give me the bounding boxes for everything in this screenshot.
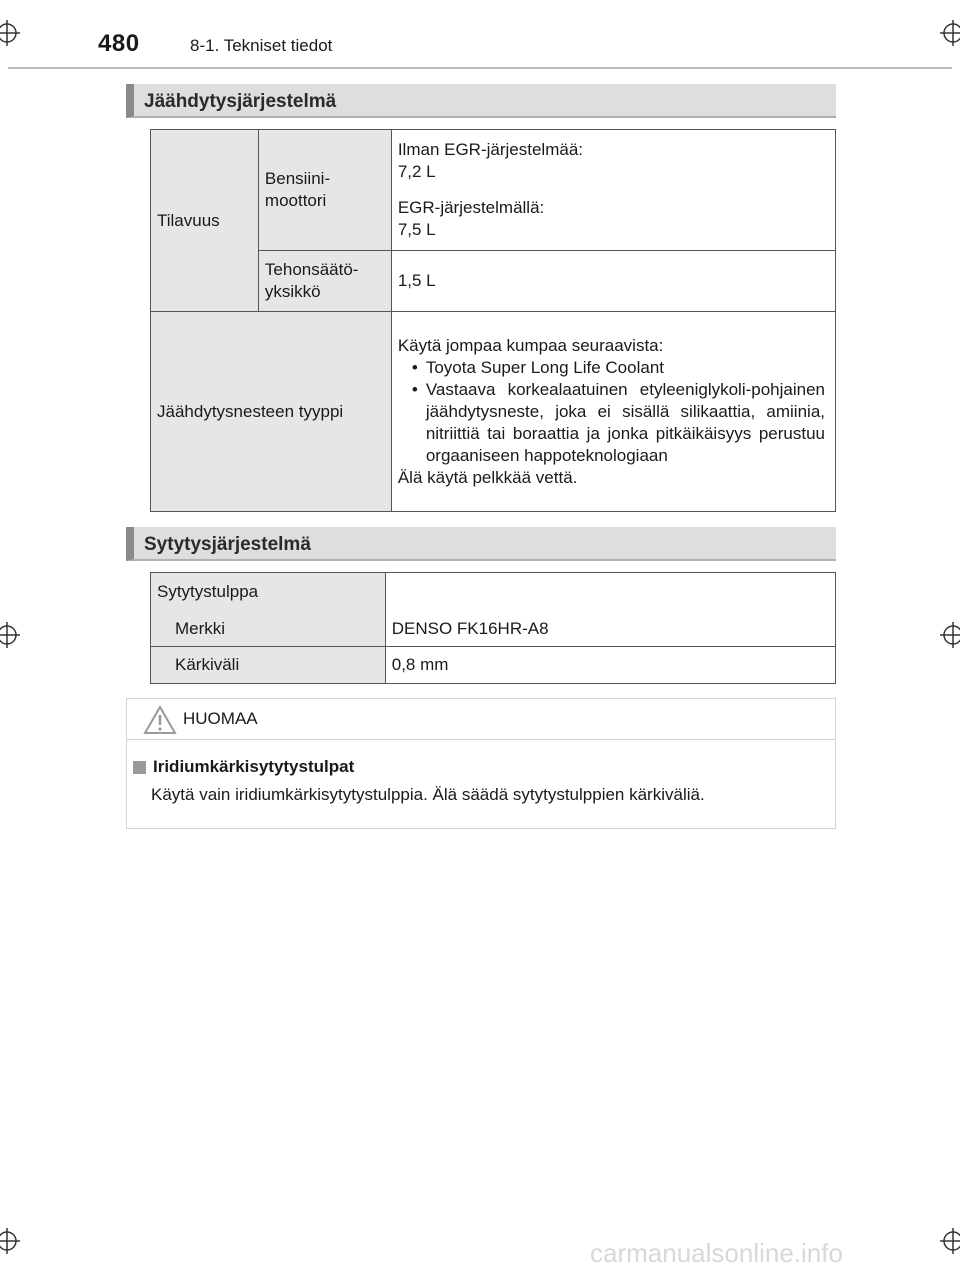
square-bullet-icon bbox=[133, 761, 146, 774]
coolant-intro: Käytä jompaa kumpaa seuraavista: bbox=[397, 335, 664, 355]
brand-value-cell bbox=[385, 573, 835, 647]
page-number: 480 bbox=[98, 30, 140, 57]
engine-value-cell bbox=[391, 130, 835, 251]
capacity-label-cell bbox=[151, 130, 259, 312]
notice-box bbox=[126, 698, 836, 829]
notice-item-title: Iridiumkärkisytytystulpat bbox=[153, 757, 355, 776]
pcu-value: 1,5 L bbox=[397, 271, 436, 290]
pcu-label: Tehonsäätö- yksikkö bbox=[264, 260, 359, 301]
plug-label: Sytytystulppa bbox=[157, 582, 259, 601]
plug-label-cell bbox=[151, 573, 386, 647]
coolant-value-cell bbox=[391, 312, 835, 512]
engine-label: Bensiini- moottori bbox=[264, 169, 331, 210]
ignition-section-title: Sytytysjärjestelmä bbox=[144, 534, 311, 555]
coolant-option bbox=[398, 357, 825, 379]
cooling-spec-table bbox=[150, 129, 836, 512]
coolant-label-cell bbox=[151, 312, 392, 512]
warning-triangle-icon bbox=[143, 705, 177, 735]
coolant-option bbox=[398, 379, 825, 467]
capacity-label: Tilavuus bbox=[157, 210, 220, 230]
cooling-section-title: Jäähdytysjärjestelmä bbox=[144, 91, 337, 112]
ignition-spec-table bbox=[150, 572, 836, 684]
registration-mark-icon bbox=[940, 20, 960, 46]
engine-value-2: 7,5 L bbox=[397, 220, 436, 239]
coolant-option-text: Vastaava korkealaatuinen etyleeniglykoli-pohjainen jäähdytysneste, joka ei sisällä silikaattia, amiinia, nitriittiä tai boraattia ja jonka pitkäikäisyys perustuu orgaaniseen happoteknologiaan bbox=[425, 379, 825, 465]
watermark: carmanualsonline.info bbox=[590, 1238, 843, 1268]
section-title: 8-1. Tekniset tiedot bbox=[190, 36, 333, 55]
cooling-section-heading bbox=[126, 84, 836, 118]
gap-label-cell bbox=[151, 647, 386, 684]
notice-item-text: Käytä vain iridiumkärkisytytystulppia. Älä säädä sytytystulppien kärkiväliä. bbox=[151, 785, 705, 804]
coolant-option-text: Toyota Super Long Life Coolant bbox=[425, 357, 664, 377]
header-divider bbox=[8, 67, 952, 69]
engine-label-cell bbox=[258, 130, 391, 251]
coolant-note: Älä käytä pelkkää vettä. bbox=[397, 467, 578, 487]
gap-label: Kärkiväli bbox=[175, 655, 240, 674]
registration-mark-icon bbox=[0, 20, 20, 46]
notice-title: HUOMAA bbox=[183, 709, 258, 728]
ignition-section-heading bbox=[126, 527, 836, 561]
registration-mark-icon bbox=[940, 1228, 960, 1254]
bullet-icon: • bbox=[411, 357, 418, 377]
notice-header bbox=[127, 699, 835, 740]
gap-value-cell bbox=[385, 647, 835, 684]
registration-mark-icon bbox=[0, 1228, 20, 1254]
engine-value-1: 7,2 L bbox=[397, 162, 436, 181]
notice-item-heading bbox=[133, 757, 354, 777]
pcu-label-cell bbox=[258, 251, 391, 312]
pcu-value-cell bbox=[391, 251, 835, 312]
engine-value-1-label: Ilman EGR-järjestelmää: bbox=[397, 140, 583, 159]
registration-mark-icon bbox=[0, 622, 20, 648]
brand-label: Merkki bbox=[175, 619, 226, 638]
coolant-label: Jäähdytysnesteen tyyppi bbox=[157, 401, 344, 421]
bullet-icon: • bbox=[411, 379, 418, 399]
engine-value-2-label: EGR-järjestelmällä: bbox=[397, 198, 545, 217]
brand-value: DENSO FK16HR-A8 bbox=[391, 619, 549, 638]
gap-value: 0,8 mm bbox=[391, 655, 449, 674]
registration-mark-icon bbox=[940, 622, 960, 648]
